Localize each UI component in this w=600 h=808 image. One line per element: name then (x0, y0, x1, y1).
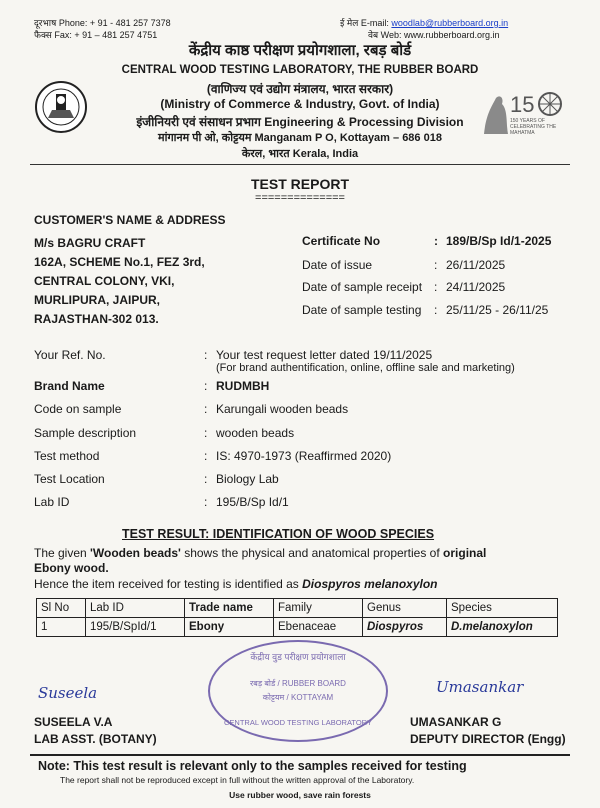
colon: : (434, 280, 438, 294)
colon: : (434, 258, 438, 272)
description-value: wooden beads (216, 426, 295, 440)
method-label: Test method (34, 449, 100, 463)
table-cell: Diospyros (363, 618, 447, 637)
code-label: Code on sample (34, 402, 122, 416)
report-title: TEST REPORT (250, 176, 349, 192)
colon: : (204, 348, 208, 362)
header-divider (30, 164, 570, 165)
table-header: Genus (363, 599, 447, 618)
gandhi-150-emblem-icon (478, 84, 574, 140)
customer-line: M/s BAGRU CRAFT (34, 236, 146, 250)
result-sample: 'Wooden beads' (90, 546, 181, 560)
footer-note: Note: This test result is relevant only to the samples received for testing (38, 759, 467, 773)
result-table (36, 598, 558, 637)
ref-value: Your test request letter dated 19/11/2025 (216, 348, 433, 362)
colon: : (204, 449, 208, 463)
footer-subnote: The report shall not be reproduced except in full without the written approval of the Laboratory. (60, 775, 415, 785)
left-signatory-name: SUSEELA V.A (34, 715, 113, 729)
result-text: Hence the item received for testing is identified as (34, 577, 303, 591)
colon: : (204, 472, 208, 486)
table-header: Sl No (37, 599, 86, 618)
right-signatory-name: UMASANKAR G (410, 715, 502, 729)
colon: : (204, 379, 208, 393)
right-signatory-title: DEPUTY DIRECTOR (Engg) (410, 732, 566, 746)
customer-address (34, 234, 205, 329)
colon: : (434, 303, 438, 317)
table-header-row (37, 599, 558, 618)
ministry-hindi: (वाणिज्य एवं उद्योग मंत्रालय, भारत सरकार) (206, 82, 394, 96)
email-link[interactable]: woodlab@rubberboard.org.in (391, 18, 509, 28)
footer-slogan: Use rubber wood, save rain forests (229, 790, 371, 800)
colon: : (204, 426, 208, 440)
receipt-date-value: 24/11/2025 (446, 280, 506, 294)
result-original: original (443, 546, 487, 560)
code-value: Karungali wooden beads (216, 402, 349, 416)
ministry-english: (Ministry of Commerce & Industry, Govt. of India) (160, 97, 440, 111)
result-text: shows the physical and anatomical properties of (180, 546, 444, 560)
lab-id-label: Lab ID (34, 495, 70, 509)
colon: : (434, 234, 438, 248)
description-label: Sample description (34, 426, 137, 440)
website: वेब Web: www.rubberboard.org.in (368, 30, 500, 40)
table-header: Trade name (185, 599, 274, 618)
brand-label: Brand Name (34, 379, 105, 393)
table-header: Lab ID (86, 599, 185, 618)
result-text: The given (34, 546, 91, 560)
location-label: Test Location (34, 472, 105, 486)
testing-date-value: 25/11/25 - 26/11/25 (446, 303, 549, 317)
species-name: Diospyros melanoxylon (302, 577, 438, 591)
ref-label: Your Ref. No. (34, 348, 106, 362)
table-header: Species (447, 599, 558, 618)
table-cell: 195/B/SpId/1 (86, 618, 185, 637)
customer-line: 162A, SCHEME No.1, FEZ 3rd, (34, 255, 205, 269)
table-row (37, 618, 558, 637)
rubber-board-logo-icon (34, 80, 88, 134)
laboratory-seal (208, 640, 388, 742)
title-hindi: केंद्रीय काष्ठ परीक्षण प्रयोगशाला, रबड़ बोर्ड (188, 42, 412, 59)
table-cell: Ebony (185, 618, 274, 637)
certificate-label: Certificate No (302, 234, 381, 248)
seal-mid-text: कोट्टयम / KOTTAYAM (262, 693, 334, 702)
customer-line: MURLIPURA, JAIPUR, (34, 293, 161, 307)
colon: : (204, 402, 208, 416)
issue-date-value: 26/11/2025 (446, 258, 506, 272)
result-line-2: Ebony wood. (34, 561, 109, 575)
phone-number: दूरभाष Phone: + 91 - 481 257 7378 (34, 18, 171, 28)
colon: : (204, 495, 208, 509)
svg-text:15: 15 (510, 92, 535, 117)
result-line-1 (34, 546, 574, 560)
division: इंजीनियरी एवं संसाधन प्रभाग Engineering & Processing Division (136, 115, 464, 129)
seal-top-text: केंद्रीय वुड परीक्षण प्रयोगशाला (250, 652, 346, 662)
title-english: CENTRAL WOOD TESTING LABORATORY, THE RUBBER BOARD (121, 64, 479, 76)
location-value: Biology Lab (216, 472, 279, 486)
left-signatory-title: LAB ASST. (BOTANY) (34, 732, 157, 746)
result-heading: TEST RESULT: IDENTIFICATION OF WOOD SPECIES (122, 527, 435, 541)
table-cell: Ebenaceae (274, 618, 363, 637)
certificate-value: 189/B/Sp Id/1-2025 (446, 234, 552, 248)
footer-divider (30, 754, 570, 756)
address-line-1: मांगानम पी ओ, कोट्टयम Manganam P O, Kottayam – 686 018 (158, 132, 442, 144)
table-header: Family (274, 599, 363, 618)
result-line-3 (34, 577, 438, 591)
fax-number: फैक्स Fax: + 91 – 481 257 4751 (34, 30, 158, 40)
left-signature: Suseela (38, 684, 98, 702)
testing-date-label: Date of sample testing (302, 303, 422, 317)
ref-value-note: (For brand authentification, online, offline sale and marketing) (216, 362, 515, 374)
customer-line: CENTRAL COLONY, VKI, (34, 274, 175, 288)
emblem-caption: 150 YEARS OF CELEBRATING THE MAHATMA (510, 118, 557, 136)
customer-heading: CUSTOMER'S NAME & ADDRESS (34, 213, 226, 227)
table-cell: D.melanoxylon (447, 618, 558, 637)
lab-id-value: 195/B/Sp Id/1 (216, 495, 289, 509)
address-line-2: केरल, भारत Kerala, India (241, 148, 359, 160)
issue-date-label: Date of issue (302, 258, 373, 272)
seal-mid-text: रबड़ बोर्ड / RUBBER BOARD (250, 679, 346, 688)
table-cell: 1 (37, 618, 86, 637)
customer-line: RAJASTHAN-302 013. (34, 312, 159, 326)
right-signature: Umasankar (436, 678, 524, 696)
method-value: IS: 4970-1973 (Reaffirmed 2020) (216, 449, 392, 463)
email-label: ई मेल E-mail: (340, 18, 392, 28)
receipt-date-label: Date of sample receipt (302, 280, 423, 294)
title-underline: ============== (255, 192, 345, 204)
brand-value: RUDMBH (216, 379, 270, 393)
seal-bottom-text: CENTRAL WOOD TESTING LABORATORY (224, 718, 372, 727)
